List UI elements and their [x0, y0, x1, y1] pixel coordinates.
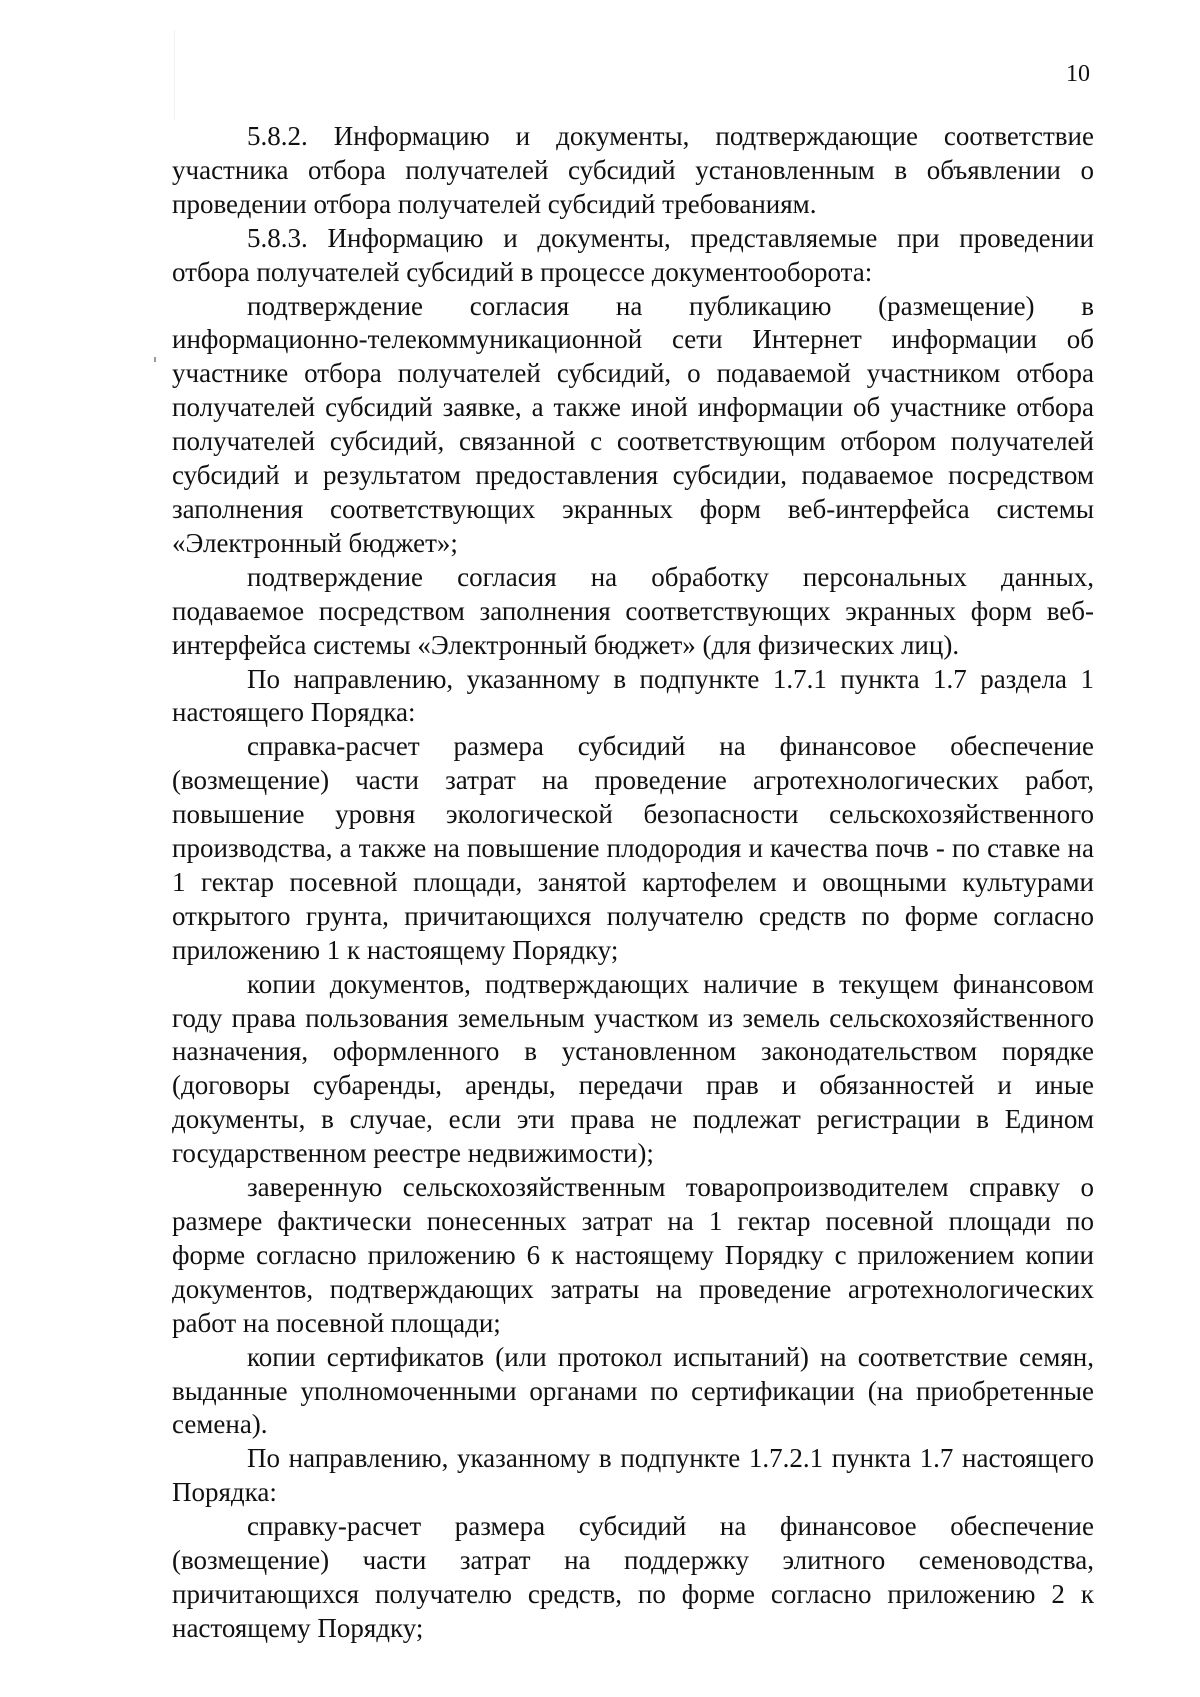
- paragraph-5-8-2: 5.8.2. Информацию и документы, подтверждающие соответствие участника отбора получателей субсидий установленным в объявлении о проведении отбора получателей субсидий требованиям.: [172, 121, 1094, 219]
- paragraph-land-documents: копии документов, подтверждающих наличие в текущем финансовом году права пользования земельным участком из земель сельскохозяйственного назначения, оформленного в установленном законодательством порядке (договоры субаренды, аренды, передачи прав и обязанностей и иные документы, в случае, если эти права не подлежат регистрации в Едином государственном реестре недвижимости);: [172, 968, 1094, 1169]
- paragraph-calculation-certificate: справка-расчет размера субсидий на финансовое обеспечение (возмещение) части затрат на проведение агротехнологических работ, повышение уровня экологической безопасности сельскохозяйственного производства, а также на повышение плодородия и качества почв - по ставке на 1 гектар посевной площади, занятой картофелем и овощными культурами открытого грунта, причитающихся получателю средств по форме согласно приложению 1 к настоящему Порядку;: [172, 731, 1094, 965]
- page-number: 10: [1066, 61, 1090, 87]
- paragraph-seed-certificates: копии сертификатов (или протокол испытаний) на соответствие семян, выданные уполномоченными органами по сертификации (на приобретенные семена).: [172, 1341, 1094, 1440]
- scan-edge-shadow: [174, 30, 175, 120]
- paragraph-direction-1-7-2-1: По направлению, указанному в подпункте 1.7.2.1 пункта 1.7 настоящего Порядка:: [172, 1443, 1094, 1508]
- paragraph-personal-data-consent: подтверждение согласия на обработку персональных данных, подаваемое посредством заполнения соответствующих экранных форм веб-интерфейса системы «Электронный бюджет» (для физических лиц).: [172, 561, 1094, 660]
- paragraph-direction-1-7-1: По направлению, указанному в подпункте 1.7.1 пункта 1.7 раздела 1 настоящего Порядка:: [172, 663, 1094, 728]
- scan-artifact-mark: [154, 357, 156, 362]
- body-text: [172, 120, 1094, 1646]
- paragraph-costs-certificate: заверенную сельскохозяйственным товаропроизводителем справку о размере фактически понесенных затрат на 1 гектар посевной площади по форме согласно приложению 6 к настоящему Порядку с приложением копии документов, подтверждающих затраты на проведение агротехнологических работ на посевной площади;: [172, 1172, 1094, 1338]
- paragraph-publication-consent: подтверждение согласия на публикацию (размещение) в информационно-телекоммуникационной сети Интернет информации об участнике отбора получателей субсидий, о подаваемой участником отбора получателей субсидий заявке, а также иной информации об участнике отбора получателей субсидий, связанной с соответствующим отбором получателей субсидий и результатом предоставления субсидии, подаваемое посредством заполнения соответствующих экранных форм веб-интерфейса системы «Электронный бюджет»;: [172, 290, 1094, 558]
- paragraph-elite-seed-calculation: справку-расчет размера субсидий на финансовое обеспечение (возмещение) части затрат на поддержку элитного семеноводства, причитающихся получателю средств, по форме согласно приложению 2 к настоящему Порядку;: [172, 1511, 1094, 1643]
- paragraph-5-8-3: 5.8.3. Информацию и документы, представляемые при проведении отбора получателей субсидий в процессе документооборота:: [172, 222, 1094, 287]
